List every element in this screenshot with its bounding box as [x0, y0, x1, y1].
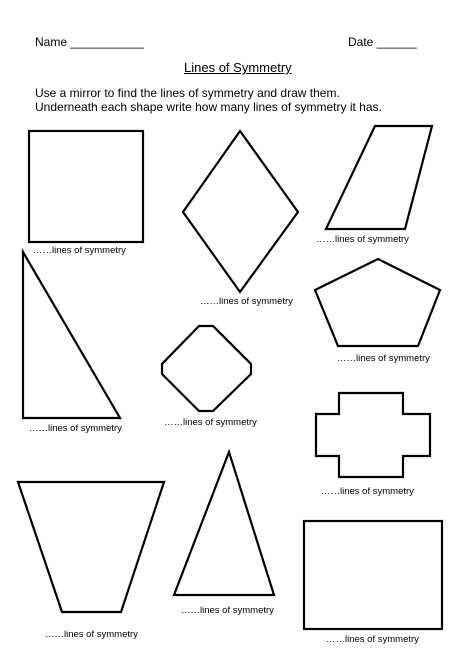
isosceles-triangle-caption: ……lines of symmetry: [181, 605, 274, 616]
right-triangle-shape: [23, 252, 120, 418]
octagon-caption: ……lines of symmetry: [164, 417, 257, 428]
rectangle-caption: ……lines of symmetry: [326, 634, 419, 645]
instruction-line-2: Underneath each shape write how many lines of symmetry it has.: [35, 100, 382, 114]
isosceles-triangle-shape: [174, 452, 274, 595]
parallelogram-shape: [326, 126, 432, 229]
square-caption: ……lines of symmetry: [33, 245, 126, 256]
pentagon-shape: [315, 259, 440, 346]
right-triangle-caption: ……lines of symmetry: [29, 423, 122, 434]
date-field-label: Date ______: [348, 35, 417, 49]
octagon-shape: [162, 326, 251, 411]
parallelogram-caption: ……lines of symmetry: [316, 234, 409, 245]
cross-shape: [316, 393, 430, 477]
trapezoid-shape: [18, 482, 164, 612]
instruction-line-1: Use a mirror to find the lines of symmetry and draw them.: [35, 86, 340, 100]
page-title: Lines of Symmetry: [184, 60, 292, 75]
rhombus-caption: ……lines of symmetry: [200, 296, 293, 307]
pentagon-caption: ……lines of symmetry: [337, 353, 430, 364]
rhombus-shape: [183, 131, 298, 292]
name-field-label: Name ___________: [35, 35, 144, 49]
cross-caption: ……lines of symmetry: [321, 486, 414, 497]
rectangle-shape: [304, 521, 442, 629]
square-shape: [29, 131, 143, 242]
trapezoid-caption: ……lines of symmetry: [45, 629, 138, 640]
